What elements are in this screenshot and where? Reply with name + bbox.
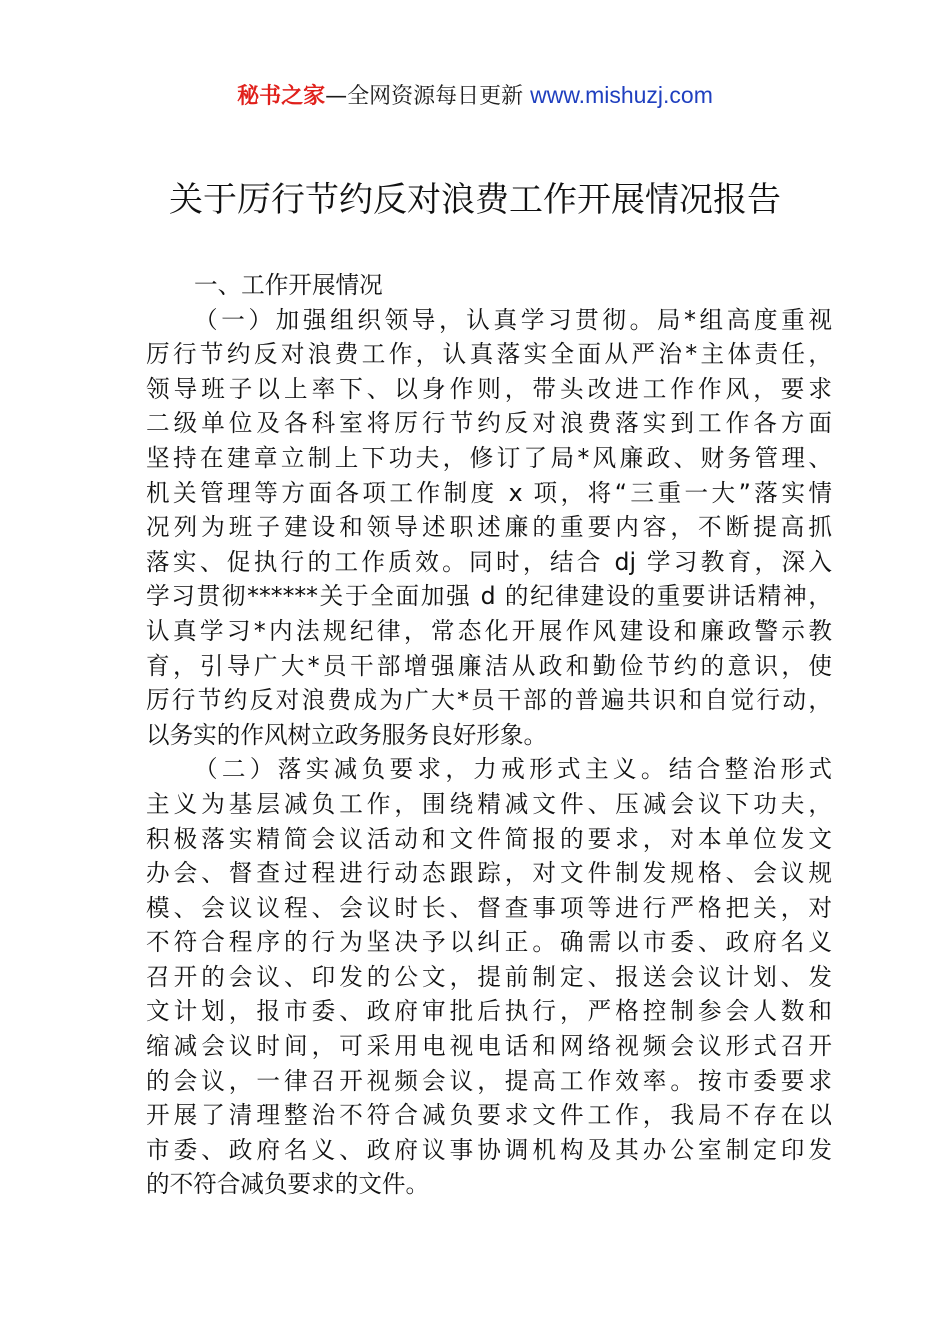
section-heading: 一、工作开展情况 xyxy=(194,271,383,299)
paragraph-line: 落实、促执行的工作质效。同时，结合 dj 学习教育，深入 xyxy=(146,547,832,576)
site-tagline: —全网资源每日更新 xyxy=(325,84,531,109)
paragraph-line: 积极落实精简会议活动和文件简报的要求，对本单位发文 xyxy=(146,824,832,853)
site-brand: 秘书之家 xyxy=(237,84,326,109)
paragraph-line: 主义为基层减负工作，围绕精减文件、压减会议下功夫， xyxy=(146,789,832,818)
paragraph-line: 市委、政府名义、政府议事协调机构及其办公室制定印发 xyxy=(146,1135,832,1164)
paragraph-1 xyxy=(146,303,832,753)
paragraph-line: 认真学习*内法规纪律，常态化开展作风建设和廉政警示教 xyxy=(146,616,832,645)
site-url-link[interactable]: www.mishuzj.com xyxy=(530,82,713,108)
paragraph-line: 不符合程序的行为坚决予以纠正。确需以市委、政府名义 xyxy=(146,928,832,957)
paragraph-line: 况列为班子建设和领导述职述廉的重要内容，不断提高抓 xyxy=(146,513,832,542)
paragraph-line: 厉行节约反对浪费工作，认真落实全面从严治*主体责任， xyxy=(146,340,832,369)
paragraph-2 xyxy=(146,752,832,1202)
paragraph-line: 学习贯彻******关于全面加强 d 的纪律建设的重要讲话精神， xyxy=(146,582,832,611)
paragraph-line: 召开的会议、印发的公文，提前制定、报送会议计划、发 xyxy=(146,962,832,991)
document-title: 关于厉行节约反对浪费工作开展情况报告 xyxy=(169,180,781,220)
paragraph-line: 领导班子以上率下、以身作则，带头改进工作作风，要求 xyxy=(146,374,832,403)
document-body xyxy=(146,268,832,1202)
paragraph-line: 坚持在建章立制上下功夫，修订了局*风廉政、财务管理、 xyxy=(146,443,832,472)
paragraph-line: 的会议，一律召开视频会议，提高工作效率。按市委要求 xyxy=(146,1066,832,1095)
paragraph-line: 缩减会议时间，可采用电视电话和网络视频会议形式召开 xyxy=(146,1032,832,1061)
paragraph-line: （一）加强组织领导，认真学习贯彻。局*组高度重视 xyxy=(194,305,832,334)
paragraph-line: （二）落实减负要求，力戒形式主义。结合整治形式 xyxy=(194,755,832,784)
paragraph-line: 办会、督查过程进行动态跟踪，对文件制发规格、会议规 xyxy=(146,859,832,888)
paragraph-line: 文计划，报市委、政府审批后执行，严格控制参会人数和 xyxy=(146,997,832,1026)
paragraph-line: 机关管理等方面各项工作制度 x 项，将“三重一大”落实情 xyxy=(146,478,832,507)
paragraph-line: 厉行节约反对浪费成为广大*员干部的普遍共识和自觉行动， xyxy=(146,686,832,715)
paragraph-line: 二级单位及各科室将厉行节约反对浪费落实到工作各方面 xyxy=(146,409,832,438)
site-header-banner xyxy=(0,78,950,114)
paragraph-line: 以务实的作风树立政务服务良好形象。 xyxy=(146,720,548,749)
paragraph-line: 的不符合减负要求的文件。 xyxy=(146,1170,430,1199)
paragraph-line: 育，引导广大*员干部增强廉洁从政和勤俭节约的意识，使 xyxy=(146,651,832,680)
paragraph-line: 模、会议议程、会议时长、督查事项等进行严格把关，对 xyxy=(146,893,832,922)
paragraph-line: 开展了清理整治不符合减负要求文件工作，我局不存在以 xyxy=(146,1101,832,1130)
